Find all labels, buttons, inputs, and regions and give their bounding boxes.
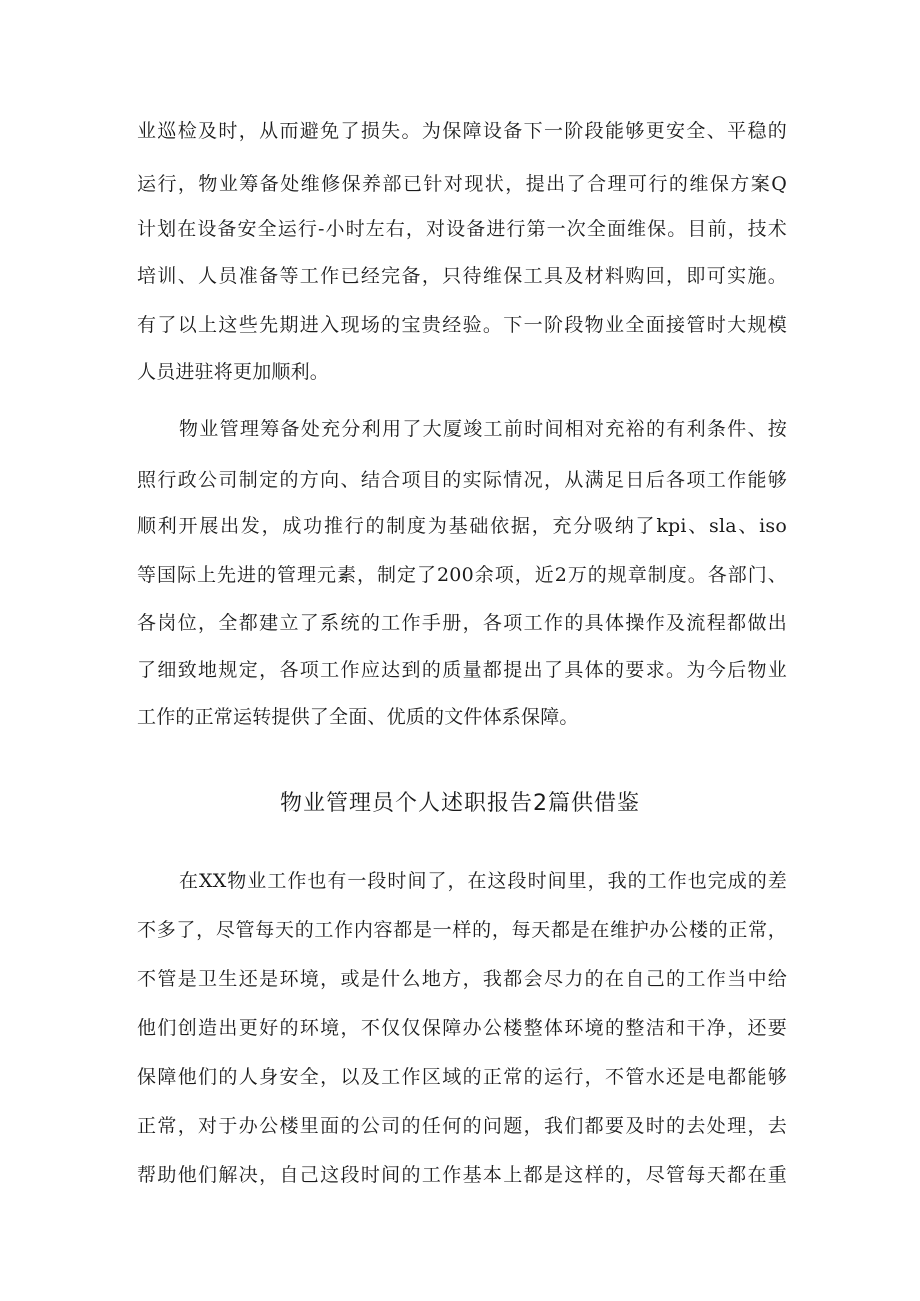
paragraph-line: 在XX物业工作也有一段时间了，在这段时间里，我的工作也完成的差	[179, 870, 787, 892]
paragraph-line: 培训、人员准备等工作已经完备，只待维保工具及材料购回，即可实施。	[137, 265, 787, 287]
paragraph-line: 顺利开展出发，成功推行的制度为基础依据，充分吸纳了kpi、sla、iso	[137, 515, 787, 537]
document-title: 物业管理员个人述职报告2篇供借鉴	[280, 791, 640, 816]
paragraph-line: 有了以上这些先期进入现场的宝贵经验。下一阶段物业全面接管时大规模	[137, 314, 787, 336]
paragraph-line: 了细致地规定，各项工作应达到的质量都提出了具体的要求。为今后物业	[137, 659, 787, 681]
paragraph-line: 人员进驻将更加顺利。	[137, 361, 330, 383]
paragraph-line: 计划在设备安全运行-小时左右，对设备进行第一次全面维保。目前，技术	[137, 218, 787, 240]
paragraph-line: 帮助他们解决，自己这段时间的工作基本上都是这样的，尽管每天都在重	[137, 1164, 787, 1186]
paragraph-line: 他们创造出更好的环境，不仅仅保障办公楼整体环境的整洁和干净，还要	[137, 1017, 787, 1039]
paragraph-line: 照行政公司制定的方向、结合项目的实际情况，从满足日后各项工作能够	[137, 469, 787, 491]
paragraph-line: 正常，对于办公楼里面的公司的任何的问题，我们都要及时的去处理，去	[137, 1115, 787, 1137]
paragraph-line: 等国际上先进的管理元素，制定了200余项，近2万的规章制度。各部门、	[137, 564, 787, 586]
paragraph-line: 各岗位，全都建立了系统的工作手册，各项工作的具体操作及流程都做出	[137, 612, 787, 634]
paragraph-line: 保障他们的人身安全，以及工作区域的正常的运行，不管水还是电都能够	[137, 1066, 787, 1088]
paragraph-line: 不多了，尽管每天的工作内容都是一样的，每天都是在维护办公楼的正常，	[137, 919, 787, 941]
paragraph-line: 业巡检及时，从而避免了损失。为保障设备下一阶段能够更安全、平稳的	[137, 120, 787, 142]
paragraph-line: 不管是卫生还是环境，或是什么地方，我都会尽力的在自己的工作当中给	[137, 968, 787, 990]
paragraph-line: 物业管理筹备处充分利用了大厦竣工前时间相对充裕的有利条件、按	[179, 418, 787, 440]
paragraph-line: 工作的正常运转提供了全面、优质的文件体系保障。	[137, 706, 579, 728]
paragraph-line: 运行，物业筹备处维修保养部已针对现状，提出了合理可行的维保方案Q	[137, 173, 787, 195]
